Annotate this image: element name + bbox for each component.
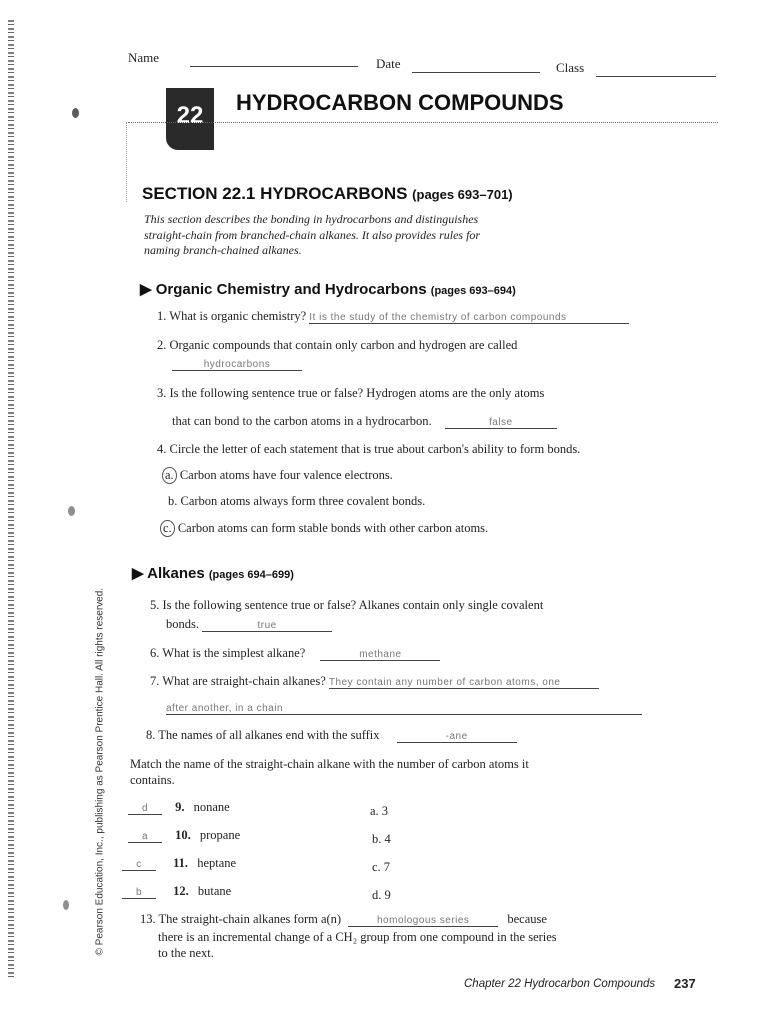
question-3-line2: [172, 414, 557, 429]
alkane-name: heptane: [197, 856, 237, 870]
intro-line: This section describes the bonding in hydrocarbons and distinguishes: [144, 212, 479, 226]
hole-punch-mark: [63, 900, 69, 910]
question-number: 7.: [150, 674, 160, 688]
match-option: d. 9: [372, 888, 391, 902]
answer-field-7-line2[interactable]: after another, in a chain: [166, 703, 642, 715]
answer-row-2: [172, 354, 302, 372]
option-letter-circled: c.: [160, 520, 175, 537]
answer-field-1[interactable]: It is the study of the chemistry of carbon compounds: [309, 312, 629, 324]
question-text: The names of all alkanes end with the suffix: [158, 728, 380, 742]
question-13: [140, 912, 547, 927]
alkane-name: propane: [199, 828, 241, 842]
question-number: 2.: [157, 338, 167, 352]
match-intro-line: contains.: [130, 773, 175, 787]
match-option: c. 7: [372, 860, 391, 874]
match-intro-line: Match the name of the straight-chain alkane with the number of carbon atoms it: [130, 757, 529, 771]
match-option: a. 3: [370, 804, 389, 818]
question-text: The straight-chain alkanes form a(n): [158, 912, 342, 926]
intro-line: naming branch-chained alkanes.: [144, 243, 302, 257]
answer-row-7: [166, 698, 642, 716]
match-row: [128, 828, 240, 843]
footer-chapter-label: Chapter 22 Hydrocarbon Compounds: [464, 978, 656, 990]
question-8: [146, 728, 517, 743]
question-text: bonds.: [166, 617, 199, 631]
option-text: Carbon atoms have four valence electrons.: [179, 468, 393, 482]
answer-field-6[interactable]: methane: [320, 649, 440, 661]
option-letter-circled: a.: [162, 467, 177, 484]
question-13-line2: there is an incremental change of a CH₂ group from one compound in the series: [158, 930, 557, 944]
answer-field-7[interactable]: They contain any number of carbon atoms, one: [329, 677, 599, 689]
answer-field-8[interactable]: -ane: [397, 731, 517, 743]
match-row: [122, 884, 231, 899]
section-pages: (pages 693–701): [412, 187, 513, 202]
name-field[interactable]: [190, 66, 358, 67]
match-row: [122, 856, 236, 871]
binder-edge: [8, 20, 14, 980]
question-number: 10.: [175, 828, 191, 842]
class-field[interactable]: [596, 76, 716, 77]
subsection-pages: (pages 693–694): [430, 285, 516, 297]
option-4b[interactable]: [168, 494, 425, 509]
answer-field-5[interactable]: true: [202, 620, 332, 632]
chapter-number: 22: [176, 102, 204, 129]
section-title: [142, 184, 513, 204]
option-letter: b.: [168, 494, 178, 508]
alkane-name: butane: [197, 884, 232, 898]
question-number: 5.: [150, 598, 160, 612]
question-number: 13.: [140, 912, 156, 926]
match-instructions: [130, 756, 529, 788]
page-number: 237: [674, 976, 696, 991]
question-7: [150, 674, 599, 689]
match-answer-field[interactable]: c: [122, 859, 156, 871]
triangle-bullet-icon: ▶: [140, 281, 152, 298]
option-4a[interactable]: [162, 467, 393, 484]
question-text: because: [507, 912, 547, 926]
hole-punch-mark: [72, 108, 79, 118]
question-number: 6.: [150, 646, 160, 660]
question-number: 3.: [157, 386, 167, 400]
question-number: 11.: [173, 856, 189, 870]
subsection-pages: (pages 694–699): [208, 569, 294, 581]
section-intro: [144, 212, 480, 259]
question-2: [157, 338, 517, 353]
name-label: Name: [128, 50, 160, 65]
intro-line: straight-chain from branched-chain alkanes. It also provides rules for: [144, 227, 481, 242]
match-option: b. 4: [372, 832, 391, 846]
question-text: What is the simplest alkane?: [162, 646, 306, 660]
subsection-title-alkanes: [132, 564, 294, 582]
question-5-line2: [166, 617, 332, 632]
subsection-title-organic: [140, 280, 516, 298]
match-row: [128, 800, 230, 815]
answer-field-13[interactable]: homologous series: [348, 915, 498, 927]
subsection-title-text: Organic Chemistry and Hydrocarbons: [155, 281, 427, 298]
answer-field-2[interactable]: hydrocarbons: [172, 359, 302, 371]
question-13-line3: to the next.: [158, 946, 214, 960]
question-text: that can bond to the carbon atoms in a hydrocarbon.: [172, 414, 432, 428]
option-text: Carbon atoms can form stable bonds with other carbon atoms.: [177, 521, 489, 535]
answer-field-3[interactable]: false: [445, 417, 557, 429]
question-text: Organic compounds that contain only carbon and hydrogen are called: [169, 338, 518, 352]
question-number: 1.: [157, 309, 167, 323]
section-title-text: SECTION 22.1 HYDROCARBONS: [142, 184, 408, 203]
question-6: [150, 646, 440, 661]
question-text: Is the following sentence true or false? Hydrogen atoms are the only atoms: [169, 386, 545, 400]
date-field[interactable]: [412, 72, 540, 73]
question-text: Circle the letter of each statement that is true about carbon's ability to form bonds.: [169, 442, 581, 456]
class-label: Class: [556, 60, 585, 75]
question-number: 9.: [175, 800, 185, 814]
option-text: Carbon atoms always form three covalent bonds.: [180, 494, 426, 508]
chapter-rule: [128, 122, 718, 123]
match-answer-field[interactable]: b: [122, 887, 156, 899]
subsection-title-text: Alkanes: [147, 565, 205, 582]
question-5: [150, 598, 543, 613]
question-1: [157, 309, 629, 324]
question-text: What are straight-chain alkanes?: [162, 674, 326, 688]
question-text: What is organic chemistry?: [169, 309, 307, 323]
match-answer-field[interactable]: a: [128, 831, 162, 843]
option-4c[interactable]: [160, 520, 488, 537]
hole-punch-mark: [68, 506, 75, 516]
triangle-bullet-icon: ▶: [132, 565, 144, 582]
chapter-rule-vertical: [126, 122, 127, 202]
chapter-title: HYDROCARBON COMPOUNDS: [236, 90, 564, 115]
question-number: 4.: [157, 442, 167, 456]
alkane-name: nonane: [193, 800, 230, 814]
question-text: Is the following sentence true or false? Alkanes contain only single covalent: [162, 598, 544, 612]
date-label: Date: [376, 56, 401, 71]
question-number: 8.: [146, 728, 156, 742]
match-answer-field[interactable]: d: [128, 803, 162, 815]
question-4: [157, 442, 580, 457]
question-number: 12.: [173, 884, 189, 898]
copyright-notice: © Pearson Education, Inc., publishing as Pearson Prentice Hall. All rights reserved.: [94, 587, 106, 956]
question-3: [157, 386, 544, 401]
